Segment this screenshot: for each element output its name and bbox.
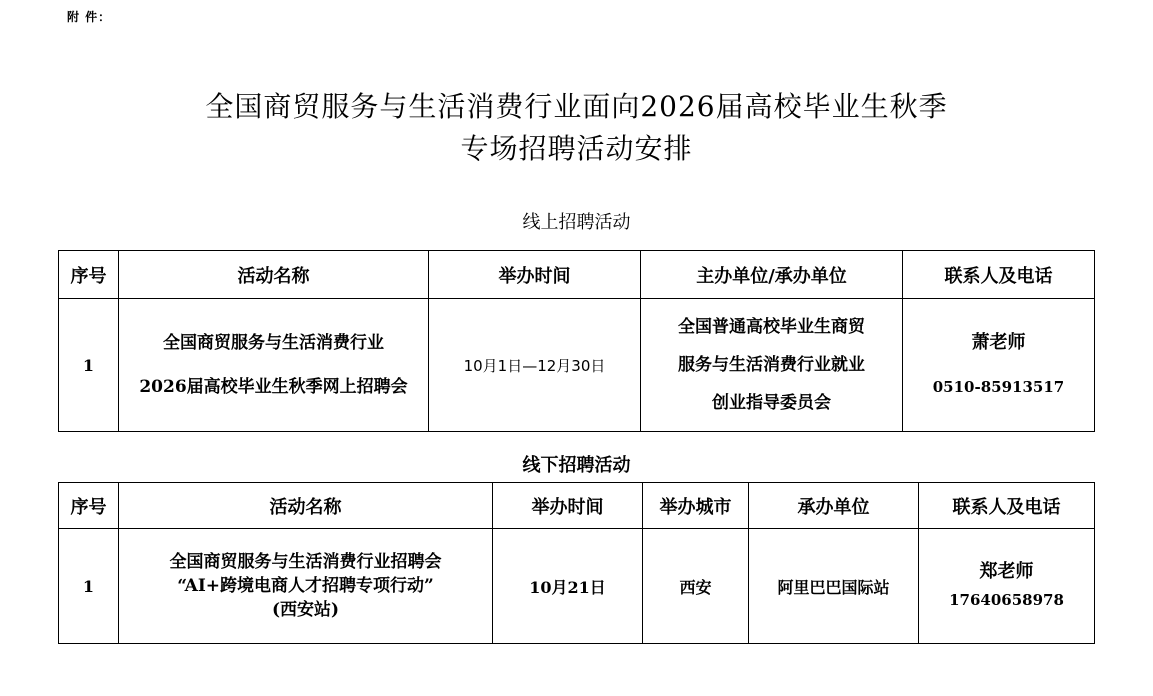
event-name-line-1: 全国商贸服务与生活消费行业 (163, 333, 384, 353)
cell-city: 西安 (643, 529, 749, 644)
cell-organizer: 阿里巴巴国际站 (749, 529, 919, 644)
header-city: 举办城市 (643, 483, 749, 529)
table-header-row (59, 483, 1095, 529)
cell-organizer (641, 299, 903, 432)
header-organizer: 承办单位 (749, 483, 919, 529)
cell-seq: 1 (59, 299, 119, 432)
organizer-line-3: 创业指导委员会 (712, 393, 831, 413)
table-row (59, 299, 1095, 432)
header-seq: 序号 (59, 483, 119, 529)
header-contact: 联系人及电话 (903, 251, 1095, 299)
attachment-label: 附 件： (67, 10, 112, 24)
event-name-line-3: (西安站) (271, 600, 340, 620)
event-name-line-2: “AI+跨境电商人才招聘专项行动” (177, 576, 434, 596)
document-title (0, 86, 1153, 170)
online-section-heading: 线上招聘活动 (522, 212, 631, 233)
title-line-2: 专场招聘活动安排 (460, 132, 693, 165)
header-time: 举办时间 (429, 251, 641, 299)
event-name-line-2: 2026届高校毕业生秋季网上招聘会 (139, 377, 408, 397)
title-line-1: 全国商贸服务与生活消费行业面向2026届高校毕业生秋季 (205, 90, 948, 123)
contact-phone: 17640658978 (949, 591, 1064, 609)
event-name-line-1: 全国商贸服务与生活消费行业招聘会 (169, 552, 442, 572)
header-time: 举办时间 (493, 483, 643, 529)
cell-contact (903, 299, 1095, 432)
header-organizer: 主办单位/承办单位 (641, 251, 903, 299)
contact-name: 郑老师 (979, 561, 1034, 582)
offline-events-table (58, 482, 1095, 644)
header-contact: 联系人及电话 (919, 483, 1095, 529)
cell-contact (919, 529, 1095, 644)
cell-event-name (119, 529, 493, 644)
contact-phone: 0510-85913517 (932, 378, 1065, 396)
cell-time: 10月21日 (493, 529, 643, 644)
header-event-name: 活动名称 (119, 483, 493, 529)
cell-seq: 1 (59, 529, 119, 644)
contact-name: 萧老师 (971, 332, 1026, 353)
offline-section-heading: 线下招聘活动 (522, 455, 631, 476)
organizer-line-1: 全国普通高校毕业生商贸 (678, 317, 865, 337)
header-event-name: 活动名称 (119, 251, 429, 299)
cell-time: 10月1日—12月30日 (429, 299, 641, 432)
table-row (59, 529, 1095, 644)
online-events-table (58, 250, 1095, 432)
cell-event-name (119, 299, 429, 432)
table-header-row (59, 251, 1095, 299)
organizer-line-2: 服务与生活消费行业就业 (678, 355, 865, 375)
header-seq: 序号 (59, 251, 119, 299)
